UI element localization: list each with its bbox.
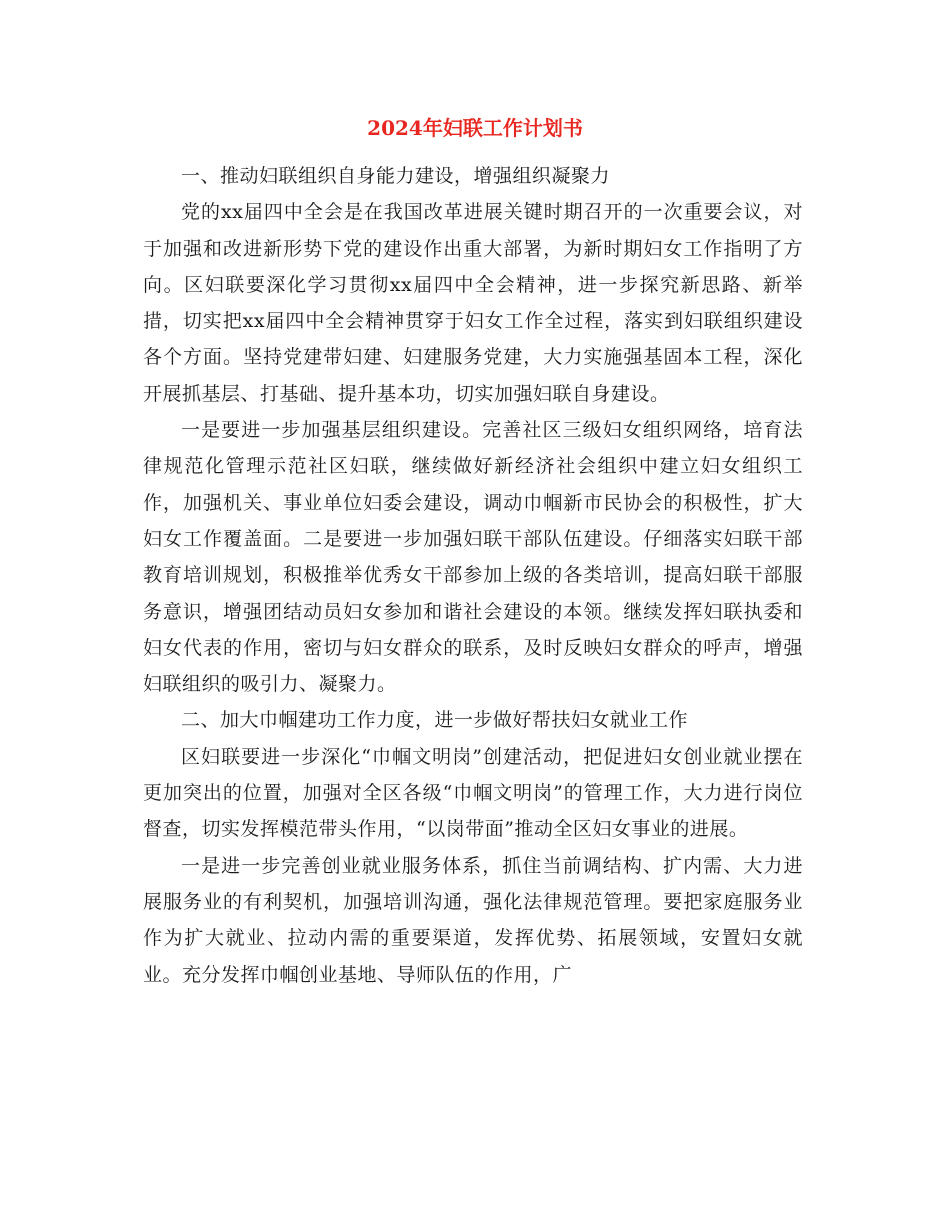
document-title: 2024年妇联工作计划书: [367, 116, 583, 140]
paragraph-3: 区妇联要进一步深化“巾帼文明岗”创建活动，把促进妇女创业就业摆在更加突出的位置，加强对全区各级“巾帼文明岗”的管理工作，大力进行岗位督查，切实发挥模范带头作用，“以岗带面”推动全区妇女事业的进展。: [143, 745, 803, 841]
paragraph-4: 一是进一步完善创业就业服务体系，抓住当前调结构、扩内需、大力进展服务业的有利契机，加强培训沟通，强化法律规范管理。要把家庭服务业作为扩大就业、拉动内需的重要渠道，发挥优势、拓展领域，安置妇女就业。充分发挥巾帼创业基地、导师队伍的作用，广: [143, 854, 803, 986]
paragraph-1: 党的xx届四中全会是在我国改革进展关键时期召开的一次重要会议，对于加强和改进新形势下党的建设作出重大部署，为新时期妇女工作指明了方向。区妇联要深化学习贯彻xx届四中全会精神，进一步探究新思路、新举措，切实把xx届四中全会精神贯穿于妇女工作全过程，落实到妇联组织建设各个方面。坚持党建带妇建、妇建服务党建，大力实施强基固本工程，深化开展抓基层、打基础、提升基本功，切实加强妇联自身建设。: [143, 201, 803, 405]
section-heading-1: 一、推动妇联组织自身能力建设，增强组织凝聚力: [181, 165, 611, 187]
paragraph-2: 一是要进一步加强基层组织建设。完善社区三级妇女组织网络，培育法律规范化管理示范社区妇联，继续做好新经济社会组织中建立妇女组织工作，加强机关、事业单位妇委会建设，调动巾帼新市民协会的积极性，扩大妇女工作覆盖面。二是要进一步加强妇联干部队伍建设。仔细落实妇联干部教育培训规划，积极推举优秀女干部参加上级的各类培训，提高妇联干部服务意识，增强团结动员妇女参加和谐社会建设的本领。继续发挥妇联执委和妇女代表的作用，密切与妇女群众的联系，及时反映妇女群众的呼声，增强妇联组织的吸引力、凝聚力。: [143, 419, 803, 696]
document-body: [143, 158, 803, 993]
section-heading-2: 二、加大巾帼建功工作力度，进一步做好帮扶妇女就业工作: [181, 709, 689, 732]
